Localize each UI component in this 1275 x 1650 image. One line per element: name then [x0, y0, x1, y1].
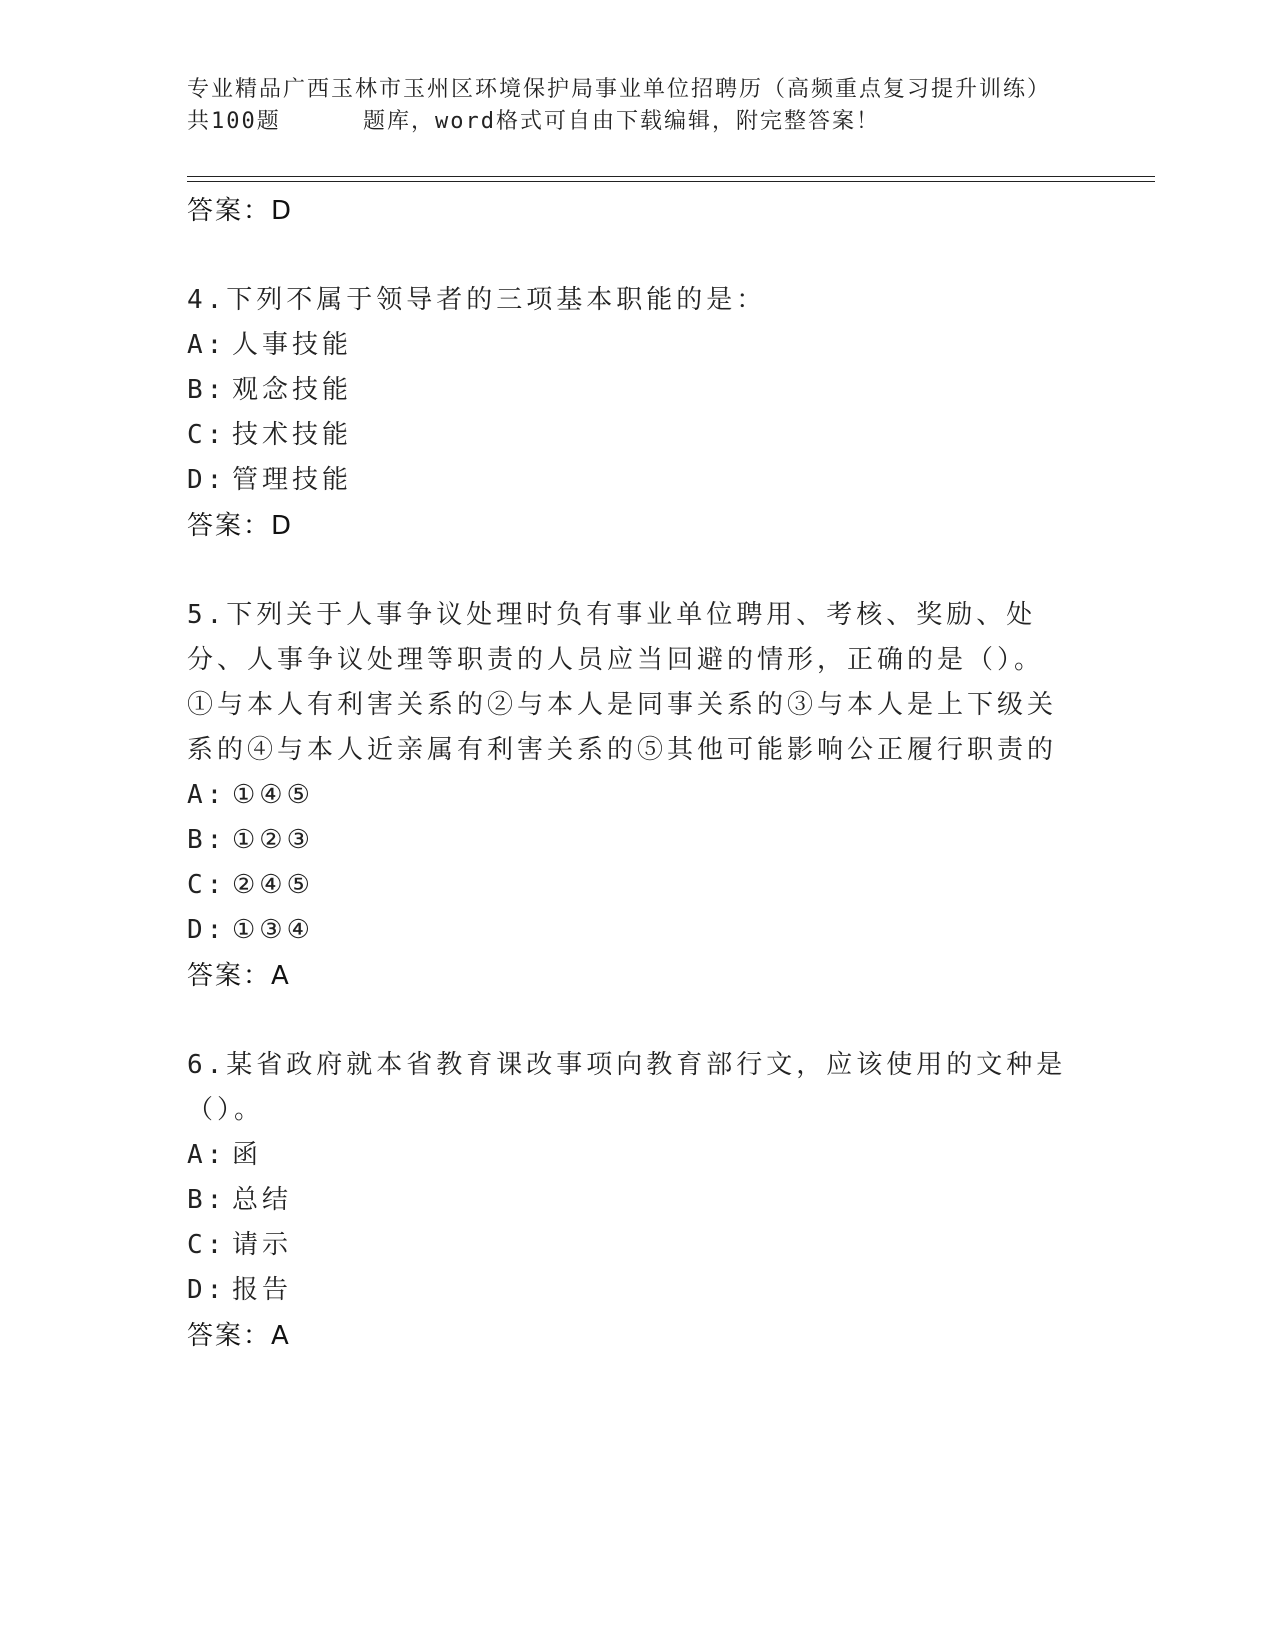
option-c: [187, 413, 1067, 458]
option-key: C:: [187, 420, 227, 450]
option-a: [187, 773, 1067, 818]
header-title: 专业精品广西玉林市玉州区环境保护局事业单位招聘历（高频重点复习提升训练）: [187, 77, 1052, 102]
option-b: [187, 818, 1067, 863]
option-key: D:: [187, 915, 227, 945]
question-5: [187, 593, 1067, 999]
header-question-count: 共100题: [187, 109, 281, 134]
option-b: [187, 1178, 1067, 1223]
option-d: [187, 908, 1067, 953]
option-text: ①④⑤: [232, 780, 314, 810]
option-key: C:: [187, 870, 227, 900]
option-key: D:: [187, 1275, 227, 1305]
option-key: B:: [187, 1185, 227, 1215]
option-text: 技术技能: [232, 420, 353, 450]
header-description: 题库，word格式可自由下载编辑，附完整答案！: [363, 109, 880, 134]
option-text: 请示: [232, 1230, 293, 1260]
question-4: [187, 278, 1067, 549]
option-key: B:: [187, 825, 227, 855]
option-key: D:: [187, 465, 227, 495]
option-key: A:: [187, 780, 227, 810]
page-header: [187, 74, 1087, 138]
question-answer: 答案：A: [187, 961, 291, 991]
option-d: [187, 1268, 1067, 1313]
option-a: [187, 323, 1067, 368]
question-text: 4.下列不属于领导者的三项基本职能的是：: [187, 285, 767, 315]
option-key: A:: [187, 1140, 227, 1170]
option-text: 函: [232, 1140, 263, 1170]
option-a: [187, 1133, 1067, 1178]
header-divider-bottom: [187, 181, 1155, 182]
option-text: ①③④: [232, 915, 314, 945]
option-key: C:: [187, 1230, 227, 1260]
question-text: 5.下列关于人事争议处理时负有事业单位聘用、考核、奖励、处分、人事争议处理等职责的人员应当回避的情形，正确的是（）。①与本人有利害关系的②与本人是同事关系的③与本人是上下级关系的④与本人近亲属有利害关系的⑤其他可能影响公正履行职责的: [187, 600, 1058, 765]
question-answer: 答案：D: [187, 511, 294, 541]
previous-answer: 答案：D: [187, 196, 294, 226]
question-answer: 答案：A: [187, 1321, 291, 1351]
option-text: 观念技能: [232, 375, 353, 405]
header-divider-top: [187, 176, 1155, 177]
option-text: 报告: [232, 1275, 293, 1305]
option-c: [187, 863, 1067, 908]
option-text: 管理技能: [232, 465, 353, 495]
page-content: [187, 188, 1067, 1359]
option-b: [187, 368, 1067, 413]
question-6: [187, 1043, 1067, 1359]
option-text: 总结: [232, 1185, 293, 1215]
header-subtitle: [187, 106, 1087, 138]
option-d: [187, 458, 1067, 503]
option-c: [187, 1223, 1067, 1268]
option-key: B:: [187, 375, 227, 405]
option-text: ①②③: [232, 825, 314, 855]
option-key: A:: [187, 330, 227, 360]
question-text: 6.某省政府就本省教育课改事项向教育部行文，应该使用的文种是（）。: [187, 1050, 1067, 1125]
option-text: ②④⑤: [232, 870, 314, 900]
option-text: 人事技能: [232, 330, 353, 360]
